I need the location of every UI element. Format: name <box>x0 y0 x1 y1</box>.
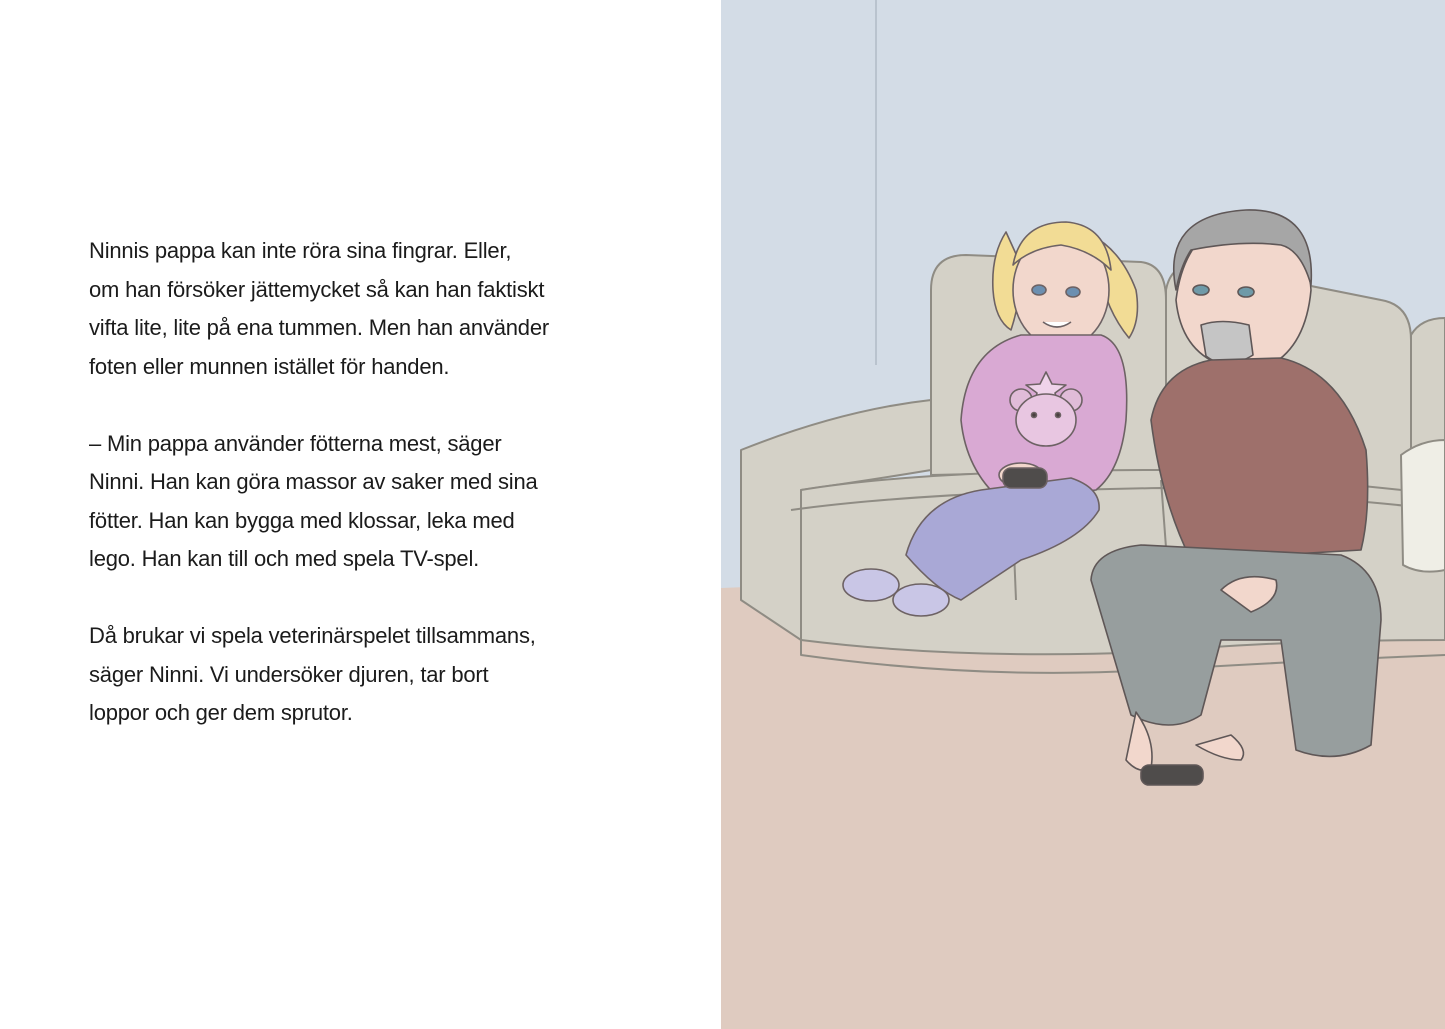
text-line: om han försöker jättemycket så kan han faktiskt <box>89 276 545 302</box>
text-line: Ninnis pappa kan inte röra sina fingrar. Eller, <box>89 238 512 263</box>
illustration <box>721 0 1445 1029</box>
text-line: fötter. Han kan bygga med klossar, leka med <box>89 507 515 533</box>
text-line: Ninni. Han kan göra massor av saker med sina <box>89 469 538 494</box>
text-line: Då brukar vi spela veterinärspelet tillsammans, <box>89 623 536 648</box>
illustration-page <box>721 0 1445 1029</box>
text-line: – Min pappa använder fötterna mest, säger <box>89 430 502 456</box>
text-line: foten eller munnen istället för handen. <box>89 353 450 379</box>
text-line: vifta lite, lite på ena tummen. Men han använder <box>89 315 550 340</box>
paragraph-3 <box>89 617 649 733</box>
text-line: lego. Han kan till och med spela TV-spel. <box>89 546 480 571</box>
text-line: säger Ninni. Vi undersöker djuren, tar bort <box>89 661 489 687</box>
text-page <box>0 0 721 1029</box>
paragraph-2 <box>89 425 649 579</box>
paragraph-1 <box>89 232 649 386</box>
text-line: loppor och ger dem sprutor. <box>89 700 353 725</box>
story-text <box>89 232 649 771</box>
